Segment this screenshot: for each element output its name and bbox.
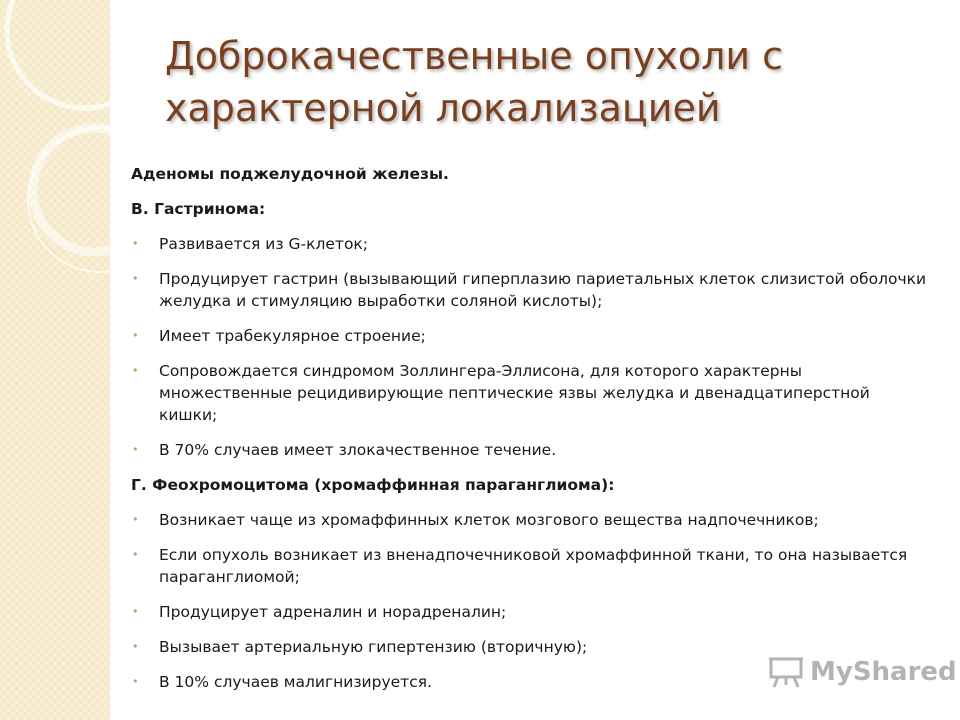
- bullet-icon: •: [132, 329, 139, 342]
- bullet-icon: •: [132, 548, 139, 561]
- bullet-icon: •: [132, 675, 139, 688]
- slide-body: [131, 163, 931, 706]
- list-item: • Продуцирует адреналин и норадреналин;: [132, 603, 507, 621]
- intro-heading: Аденомы поджелудочной железы.: [131, 165, 449, 183]
- list-item: • В 70% случаев имеет злокачественное течение.: [132, 441, 557, 459]
- watermark-logo: [768, 655, 957, 689]
- list-item: • Вызывает артериальную гипертензию (вторичную);: [132, 638, 588, 656]
- bullet-icon: •: [132, 640, 139, 653]
- bullet-icon: •: [132, 364, 139, 377]
- list-item: • Продуцирует гастрин (вызывающий гиперплазию париетальных клеток слизистой оболочки желудка и стимуляцию выработки соляной кислоты);: [132, 270, 927, 310]
- section-g-heading: Г. Феохромоцитома (хромаффинная параганглиома):: [131, 476, 615, 494]
- list-item: • Возникает чаще из хромаффинных клеток мозгового вещества надпочечников;: [132, 511, 819, 529]
- decorative-circles: [0, 0, 110, 720]
- list-item: • Развивается из G-клеток;: [132, 235, 369, 253]
- bullet-icon: •: [132, 513, 139, 526]
- bullet-icon: •: [132, 443, 139, 456]
- logo-text: MyShared: [810, 657, 957, 687]
- section-b-heading: В. Гастринома:: [131, 200, 266, 218]
- list-item: • В 10% случаев малигнизируется.: [132, 673, 432, 691]
- list-item: • Если опухоль возникает из вненадпочечниковой хромаффинной ткани, то она называется параганглиомой;: [132, 546, 908, 586]
- list-item: • Имеет трабекулярное строение;: [132, 327, 426, 345]
- presentation-board-icon: [768, 656, 804, 688]
- bullet-icon: •: [132, 237, 139, 250]
- decorative-side-band: [0, 0, 110, 720]
- bullet-icon: •: [132, 605, 139, 618]
- list-item: • Сопровождается синдромом Золлингера-Эллисона, для которого характерны множественные рецидивирующие пептические язвы желудка и двенадцатиперстной кишки;: [132, 362, 870, 424]
- slide-title: Доброкачественные опухоли с характерной локализацией: [165, 34, 784, 130]
- bullet-icon: •: [132, 272, 139, 285]
